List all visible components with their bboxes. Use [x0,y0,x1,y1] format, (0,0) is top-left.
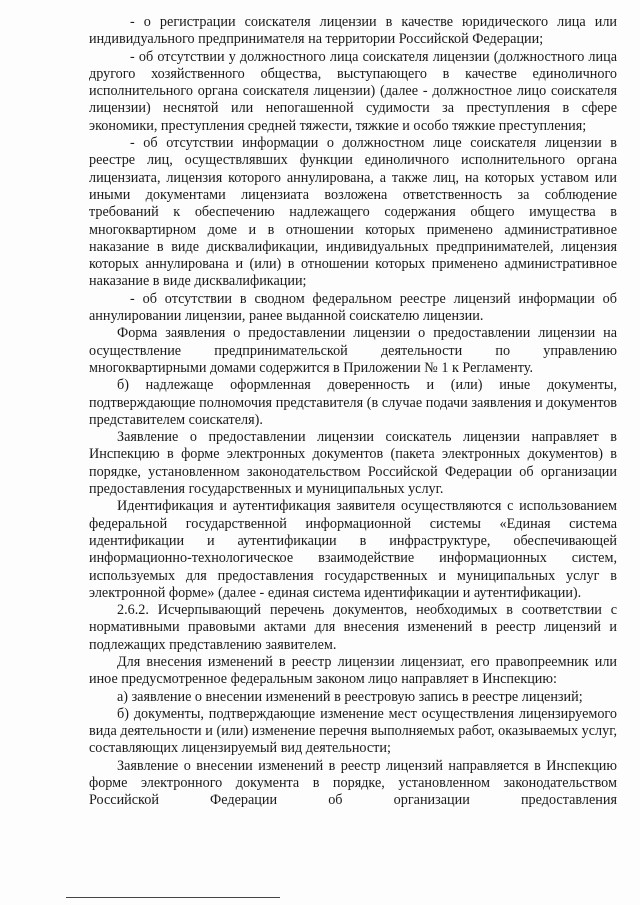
paragraph-section-2-6-2: 2.6.2. Исчерпывающий перечень документов, необходимых в соответствии с нормативными правовыми актами для внесения изменений в реестр лицензий и подлежащих представлению заявителем. [89,602,617,653]
paragraph-registration: - о регистрации соискателя лицензии в качестве юридического лица или индивидуального предпринимателя на территории Российской Федерации; [89,14,617,48]
paragraph-electronic-submission: Заявление о предоставлении лицензии соискатель лицензии направляет в Инспекцию в форме электронных документов (пакета электронных документов) в порядке, установленном законодательством Российской Федерации об организации предоставления государственных и муниципальных услуг. [89,429,617,498]
paragraph-application-form: Форма заявления о предоставлении лицензии о предоставлении лицензии на осуществление предпринимательской деятельности по управлению многоквартирными домами содержится в Приложении № 1 к Регламенту. [89,325,617,376]
paragraph-change-application: Заявление о внесении изменений в реестр лицензий направляется в Инспекцию форме электронного документа в порядке, установленном законодательством Российской Федерации об организации предоставления [89,757,617,809]
footnote-divider [66,897,280,898]
paragraph-power-of-attorney: б) надлежаще оформленная доверенность и (или) иные документы, подтверждающие полномочия представителя (в случае подачи заявления и документов представителем соискателя). [89,377,617,428]
document-body [89,14,617,810]
paragraph-registry-changes-intro: Для внесения изменений в реестр лицензии лицензиат, его правопреемник или иное предусмотренное федеральным законом лицо направляет в Инспекцию: [89,653,617,688]
paragraph-no-annulment-info: - об отсутствии в сводном федеральном реестре лицензий информации об аннулировании лицензии, ранее выданной соискателю лицензии. [89,290,617,325]
paragraph-item-b: б) документы, подтверждающие изменение мест осуществления лицензируемого вида деятельности и (или) изменение перечня выполняемых работ, оказываемых услуг, составляющих лицензируемый вид деятельности; [89,705,617,757]
paragraph-identification: Идентификация и аутентификация заявителя осуществляются с использованием федеральной государственной информационной системы «Единая система идентификации и аутентификации в инфраструктуре, обеспечивающей информационно-технологическое взаимодействие информационных систем, используемых для предоставления государственных и муниципальных услуг в электронной форме» (далее - единая система идентификации и аутентификации). [89,498,617,601]
paragraph-no-criminal-record: - об отсутствии у должностного лица соискателя лицензии (должностного лица другого хозяйственного общества, выступающего в качестве единоличного исполнительного органа соискателя лицензии) (далее - должностное лицо соискателя лицензии) неснятой или непогашенной судимости за преступления в сфере экономики, преступления средней тяжести, тяжкие и особо тяжкие преступления; [89,48,617,134]
paragraph-no-disqualification-info: - об отсутствии информации о должностном лице соискателя лицензии в реестре лиц, осуществлявших функции единоличного исполнительного органа лицензиата, лицензия которого аннулирована, а также лиц, на которых уставом или иными документами лицензиата возложена ответственность за соблюдение требований к обеспечению надлежащего содержания общего имущества в многоквартирном доме и в отношении которых применено административное наказание в виде дисквалификации, индивидуальных предпринимателей, лицензия которых аннулирована и (или) в отношении которых применено административное наказание в виде дисквалификации; [89,135,617,290]
paragraph-item-a: а) заявление о внесении изменений в реестровую запись в реестре лицензий; [117,688,583,705]
